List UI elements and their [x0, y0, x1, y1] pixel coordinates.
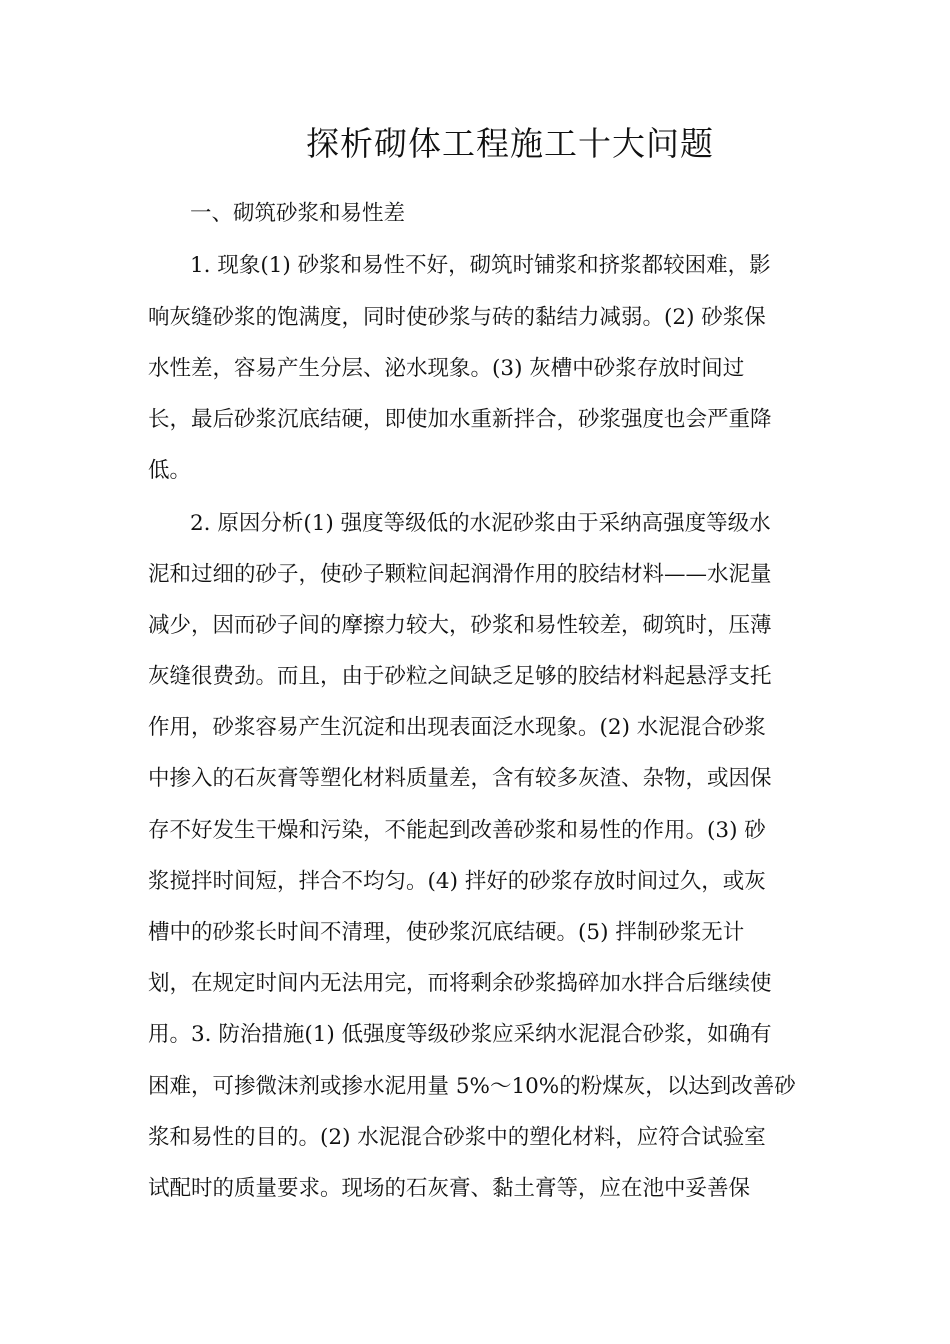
paragraph-line: 槽中的砂浆长时间不清理，使砂浆沉底结硬。(5) 拌制砂浆无计	[148, 920, 745, 945]
paragraph-line: 作用，砂浆容易产生沉淀和出现表面泛水现象。(2) 水泥混合砂浆	[148, 715, 766, 740]
paragraph-line: 划，在规定时间内无法用完，而将剩余砂浆捣碎加水拌合后继续使	[148, 971, 772, 996]
paragraph-line: 1. 现象(1) 砂浆和易性不好，砌筑时铺浆和挤浆都较困难，影	[190, 253, 771, 278]
paragraph-line: 中掺入的石灰膏等塑化材料质量差，含有较多灰渣、杂物，或因保	[148, 766, 772, 791]
paragraph-line: 长，最后砂浆沉底结硬，即使加水重新拌合，砂浆强度也会严重降	[148, 407, 772, 432]
document-title: 探析砌体工程施工十大问题	[306, 124, 714, 163]
section-heading: 一、砌筑砂浆和易性差	[190, 201, 406, 226]
paragraph-line: 水性差，容易产生分层、泌水现象。(3) 灰槽中砂浆存放时间过	[148, 356, 745, 381]
paragraph-line: 响灰缝砂浆的饱满度，同时使砂浆与砖的黏结力减弱。(2) 砂浆保	[148, 305, 766, 330]
paragraph-line: 困难，可掺微沫剂或掺水泥用量 5%～10%的粉煤灰，以达到改善砂	[148, 1074, 796, 1099]
paragraph-line: 用。3. 防治措施(1) 低强度等级砂浆应采纳水泥混合砂浆，如确有	[148, 1022, 772, 1047]
paragraph-line: 试配时的质量要求。现场的石灰膏、黏土膏等，应在池中妥善保	[148, 1176, 751, 1201]
paragraph-line: 浆搅拌时间短，拌合不均匀。(4) 拌好的砂浆存放时间过久，或灰	[148, 869, 766, 894]
paragraph-line: 减少，因而砂子间的摩擦力较大，砂浆和易性较差，砌筑时，压薄	[148, 613, 772, 638]
paragraph-line: 浆和易性的目的。(2) 水泥混合砂浆中的塑化材料，应符合试验室	[148, 1125, 766, 1150]
paragraph-line: 泥和过细的砂子，使砂子颗粒间起润滑作用的胶结材料——水泥量	[148, 562, 772, 587]
paragraph-line: 存不好发生干燥和污染，不能起到改善砂浆和易性的作用。(3) 砂	[148, 818, 766, 843]
paragraph-line: 低。	[148, 458, 192, 483]
paragraph-line: 灰缝很费劲。而且，由于砂粒之间缺乏足够的胶结材料起悬浮支托	[148, 664, 772, 689]
paragraph-line: 2. 原因分析(1) 强度等级低的水泥砂浆由于采纳高强度等级水	[190, 511, 771, 536]
